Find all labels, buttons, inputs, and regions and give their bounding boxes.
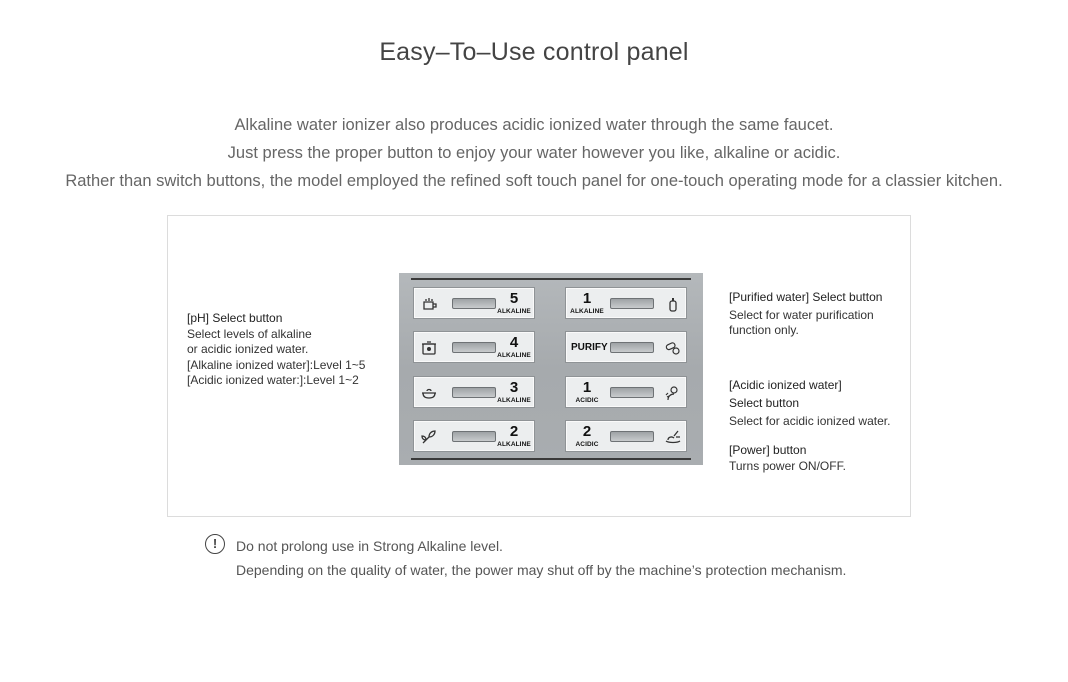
page-title: Easy–To–Use control panel: [379, 38, 689, 66]
intro-line: Alkaline water ionizer also produces acidic ionized water through the same faucet.: [234, 116, 834, 134]
warning-line: Do not prolong use in Strong Alkaline level.: [236, 538, 503, 554]
face-wash-icon: [664, 384, 682, 402]
baby-bottle-icon: [664, 295, 682, 313]
key-number: 1: [582, 290, 592, 307]
key-number: 3: [509, 379, 519, 396]
note-line: function only.: [729, 323, 799, 337]
alkaline-1-key: [565, 287, 687, 319]
ph-select-note: [187, 311, 365, 389]
key-number: 5: [509, 290, 519, 307]
acidic-water-note: [729, 376, 890, 430]
key-label: ALKALINE: [570, 308, 604, 315]
panel-bottom-rule: [411, 458, 691, 460]
pot-icon: [420, 339, 438, 357]
note-line: [Alkaline ionized water]:Level 1~5: [187, 357, 366, 372]
note-line: Turns power ON/OFF.: [729, 459, 846, 473]
key-label: ALKALINE: [497, 441, 531, 448]
key-number: 1: [582, 379, 592, 396]
intro-line: Just press the proper button to enjoy your water however you like, alkaline or acidic.: [227, 144, 841, 162]
key-number: 2: [582, 423, 592, 440]
key-label: ALKALINE: [497, 308, 531, 315]
alkaline-2-key: [413, 420, 535, 452]
power-note: [729, 442, 846, 474]
key-number: 4: [509, 334, 519, 351]
purify-label: PURIFY: [571, 342, 608, 353]
key-number: 2: [509, 423, 519, 440]
exclamation-circle-icon: !: [205, 534, 225, 554]
warning-line: Depending on the quality of water, the power may shut off by the machine’s protection mechanism.: [236, 562, 847, 578]
acidic-1-key: [565, 376, 687, 408]
purified-water-title: [Purified water] Select button: [729, 290, 883, 304]
key-label: ACIDIC: [575, 441, 599, 448]
acidic-water-title-2: Select button: [729, 396, 800, 410]
alkaline-5-key: [413, 287, 535, 319]
power-title: [Power] button: [729, 443, 807, 457]
note-line: or acidic ionized water.: [187, 342, 309, 356]
cleaning-icon: [664, 428, 682, 446]
note-line: Select levels of alkaline: [187, 326, 312, 341]
purify-key: [565, 331, 687, 363]
alkaline-4-key: [413, 331, 535, 363]
key-label: ACIDIC: [575, 397, 599, 404]
alkaline-3-key: [413, 376, 535, 408]
ph-select-title: [pH] Select button: [187, 311, 283, 325]
intro-text: [0, 111, 1068, 195]
warning-text: [236, 534, 846, 582]
kettle-icon: [420, 295, 438, 313]
purified-water-note: [729, 290, 882, 339]
control-panel-image: [399, 273, 703, 465]
note-line: Select for acidic ionized water.: [729, 414, 891, 428]
pills-icon: [664, 339, 682, 357]
key-label: ALKALINE: [497, 397, 531, 404]
note-line: [Acidic ionized water:]:Level 1~2: [187, 373, 359, 387]
acidic-2-key: [565, 420, 687, 452]
key-label: ALKALINE: [497, 352, 531, 359]
bowl-icon: [420, 384, 438, 402]
plant-icon: [420, 428, 438, 446]
note-line: Select for water purification: [729, 307, 874, 322]
panel-top-rule: [411, 278, 691, 280]
intro-line: Rather than switch buttons, the model employed the refined soft touch panel for one-touch operating mode for a classier kitchen.: [65, 172, 1003, 190]
acidic-water-title: [Acidic ionized water]: [729, 378, 842, 392]
